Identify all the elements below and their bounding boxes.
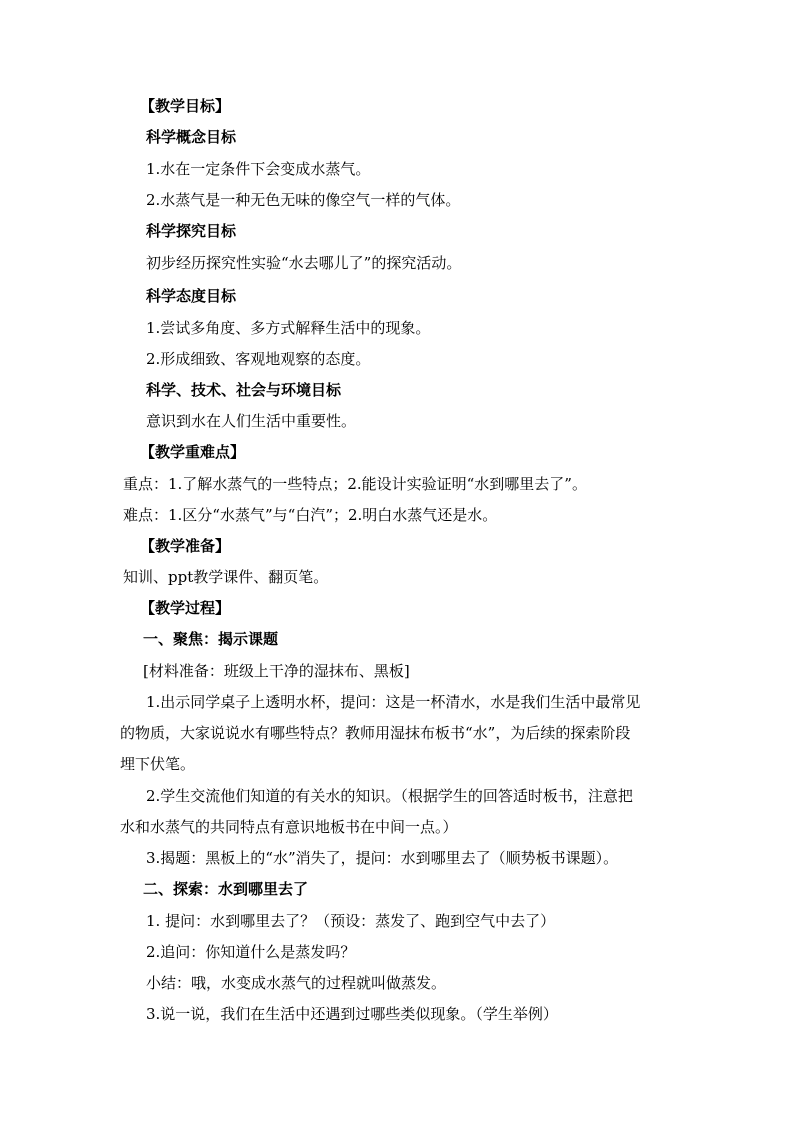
difficult-point: 难点：1.区分“水蒸气”与“白汽”；2.明白水蒸气还是水。	[123, 506, 498, 524]
attitude-goal-1: 1.尝试多角度、多方式解释生活中的现象。	[146, 319, 431, 337]
explore-step-1: 1. 提问：水到哪里去了？（预设：蒸发了、跑到空气中去了）	[146, 912, 556, 930]
heading-teaching-objectives: 【教学目标】	[140, 97, 231, 115]
heading-teaching-process: 【教学过程】	[140, 599, 231, 617]
subheading-stse-goals: 科学、技术、社会与环境目标	[146, 381, 342, 399]
attitude-goal-2: 2.形成细致、客观地观察的态度。	[146, 350, 371, 368]
concept-goal-1: 1.水在一定条件下会变成水蒸气。	[146, 160, 371, 178]
subheading-attitude-goals: 科学态度目标	[146, 287, 237, 305]
explore-step-2: 2.追问：你知道什么是蒸发吗？	[146, 943, 356, 961]
explore-summary: 小结：哦，水变成水蒸气的过程就叫做蒸发。	[146, 974, 447, 992]
process-step-2-line-2: 水和水蒸气的共同特点有意识地板书在中间一点。）	[120, 818, 458, 836]
key-point: 重点：1.了解水蒸气的一些特点；2.能设计实验证明“水到哪里去了”。	[123, 475, 587, 493]
inquiry-goal-1: 初步经历探究性实验“水去哪儿了”的探究活动。	[146, 254, 462, 272]
subheading-concept-goals: 科学概念目标	[146, 128, 237, 146]
process-step-1-line-2: 的物质，大家说说水有哪些特点？教师用湿抹布板书“水”，为后续的探索阶段	[120, 724, 631, 742]
process-step-2-line-1: 2.学生交流他们知道的有关水的知识。（根据学生的回答适时板书，注意把	[146, 787, 633, 805]
preparation-items: 知训、ppt教学课件、翻页笔。	[123, 568, 329, 586]
subheading-inquiry-goals: 科学探究目标	[146, 222, 237, 240]
heading-teaching-preparation: 【教学准备】	[140, 537, 231, 555]
concept-goal-2: 2.水蒸气是一种无色无味的像空气一样的气体。	[146, 191, 461, 209]
explore-step-3: 3.说一说，我们在生活中还遇到过哪些类似现象。（学生举例）	[146, 1005, 558, 1023]
section-2-title: 二、探索：水到哪里去了	[143, 880, 309, 898]
process-step-3: 3.揭题：黑板上的“水”消失了，提问：水到哪里去了（顺势板书课题）。	[146, 849, 619, 867]
process-step-1-line-1: 1.出示同学桌子上透明水杯，提问：这是一杯清水，水是我们生活中最常见	[146, 693, 641, 711]
section-1-title: 一、聚焦：揭示课题	[143, 630, 279, 648]
materials-note: [材料准备：班级上干净的湿抹布、黑板]	[143, 662, 410, 680]
process-step-1-line-3: 埋下伏笔。	[120, 755, 196, 773]
stse-goal-1: 意识到水在人们生活中重要性。	[146, 412, 357, 430]
heading-key-difficult-points: 【教学重难点】	[140, 443, 246, 461]
